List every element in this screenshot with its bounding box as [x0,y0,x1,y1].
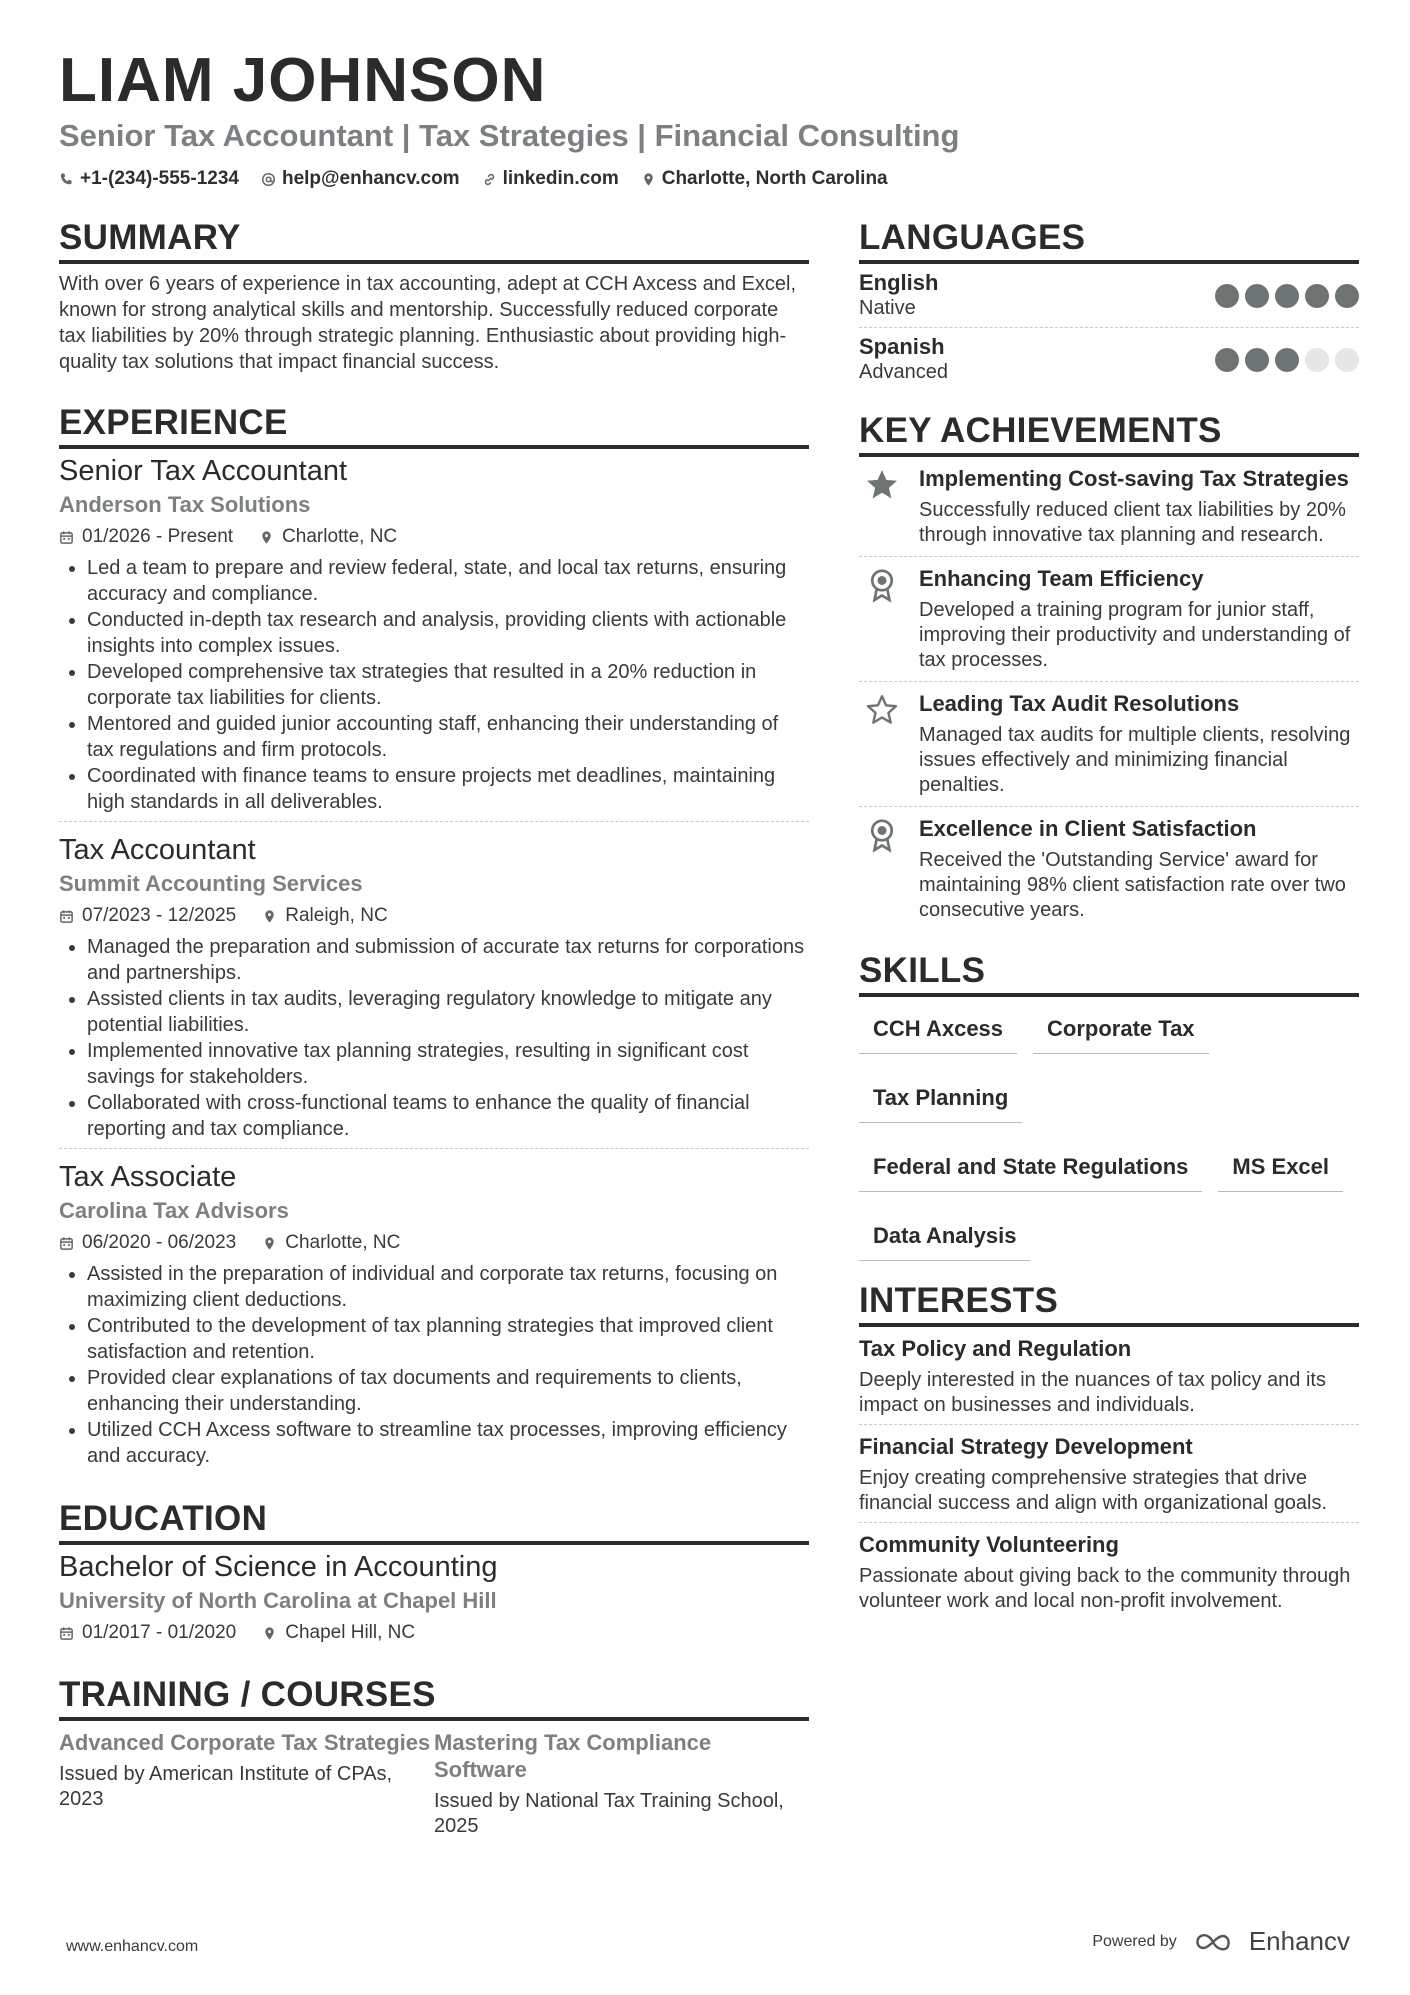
course-title: Mastering Tax Compliance Software [434,1730,712,1782]
skill-tag: Federal and State Regulations [859,1147,1202,1192]
enhancv-logo-icon [1193,1930,1239,1954]
achievement-item [859,457,1359,556]
job-meta [59,1231,809,1255]
rating-dot-filled [1245,284,1269,308]
training-heading: TRAINING / COURSES [59,1675,809,1721]
job-location: Charlotte, NC [285,1232,401,1253]
language-level: Native [859,297,916,319]
location-pin-icon [262,1236,277,1251]
contact-email-text: help@enhancv.com [281,168,460,189]
course-title: Advanced Corporate Tax Strategies [59,1730,431,1755]
calendar-icon [59,530,74,545]
job-meta [59,525,809,549]
interest-title: Tax Policy and Regulation [859,1336,1132,1361]
language-rating [1215,348,1359,372]
skills-section [859,951,1359,1261]
star-filled-icon [864,467,900,503]
language-item [859,264,1359,327]
summary-heading: SUMMARY [59,218,809,264]
skill-tag: Tax Planning [859,1078,1022,1123]
job-bullet: • Implemented innovative tax planning strategies, resulting in significant cost savings for stakeholders. [87,1038,809,1090]
education-meta [59,1621,809,1645]
candidate-headline: Senior Tax Accountant | Tax Strategies | Financial Consulting [59,118,960,153]
rating-dot-filled [1215,284,1239,308]
contact-linkedin-text: linkedin.com [502,168,619,189]
language-name: Spanish [859,334,945,359]
achievement-item [859,806,1359,931]
job-location: Raleigh, NC [285,905,388,926]
rating-dot-filled [1215,348,1239,372]
job-bullet: • Mentored and guided junior accounting staff, enhancing their understanding of tax regulations and firm protocols. [87,711,809,763]
achievement-desc: Developed a training program for junior staff, improving their productivity and understanding of tax processes. [919,599,1351,671]
languages-section [859,218,1359,391]
achievement-title: Excellence in Client Satisfaction [919,816,1257,841]
rating-dot-empty [1305,348,1329,372]
job-bullet: • Managed the preparation and submission of accurate tax returns for corporations and partnerships. [87,934,809,986]
achievement-title: Enhancing Team Efficiency [919,566,1204,591]
achievement-desc: Managed tax audits for multiple clients, resolving issues effectively and minimizing financial penalties. [919,724,1351,796]
training-section [59,1675,809,1839]
course-desc: Issued by American Institute of CPAs, 2023 [59,1763,393,1810]
education-heading: EDUCATION [59,1499,809,1545]
skill-tag: Data Analysis [859,1216,1030,1261]
left-column [59,218,809,1839]
calendar-icon [59,1626,74,1641]
interest-item [859,1327,1359,1424]
education-location: Chapel Hill, NC [285,1622,416,1643]
job-bullet: • Led a team to prepare and review federal, state, and local tax returns, ensuring accuracy and compliance. [87,555,809,607]
rating-dot-filled [1275,348,1299,372]
job-company: Summit Accounting Services [59,871,363,896]
job-location: Charlotte, NC [282,526,398,547]
interests-heading: INTERESTS [859,1281,1359,1327]
job-bullet: • Utilized CCH Axcess software to streamline tax processes, improving efficiency and accuracy. [87,1417,809,1469]
skill-tag: MS Excel [1218,1147,1343,1192]
interest-title: Financial Strategy Development [859,1434,1193,1459]
job-bullet: • Conducted in-depth tax research and analysis, providing clients with actionable insights into complex issues. [87,607,809,659]
job-title: Senior Tax Accountant [59,455,348,487]
achievement-title: Leading Tax Audit Resolutions [919,691,1240,716]
contact-bar [59,168,888,190]
link-icon [482,172,497,187]
achievement-title: Implementing Cost-saving Tax Strategies [919,466,1349,491]
star-outline-icon [864,692,900,728]
location-pin-icon [262,909,277,924]
language-level: Advanced [859,361,948,383]
contact-phone-text: +1-(234)-555-1234 [80,168,239,189]
summary-section [59,218,809,375]
job-bullets [59,555,809,815]
achievement-item [859,556,1359,681]
powered-by-label: Powered by [1092,1932,1177,1950]
interest-desc: Passionate about giving back to the community through volunteer work and local non-profit involvement. [859,1565,1351,1612]
right-column [859,218,1359,1620]
languages-heading: LANGUAGES [859,218,1359,264]
interests-section [859,1281,1359,1620]
job-bullets [59,934,809,1142]
rating-dot-filled [1275,284,1299,308]
achievement-item [859,681,1359,806]
job-bullets [59,1261,809,1469]
interest-desc: Deeply interested in the nuances of tax policy and its impact on businesses and individuals. [859,1369,1326,1416]
calendar-icon [59,1236,74,1251]
job-bullet: • Contributed to the development of tax planning strategies that improved client satisfaction and retention. [87,1313,809,1365]
job-bullet: • Developed comprehensive tax strategies that resulted in a 20% reduction in corporate tax liabilities for clients. [87,659,809,711]
job-bullet: • Coordinated with finance teams to ensure projects met deadlines, maintaining high standards in all deliverables. [87,763,809,815]
experience-section [59,403,809,1475]
language-name: English [859,270,939,295]
brand-logo[interactable] [1193,1926,1350,1957]
course-desc: Issued by National Tax Training School, 2025 [434,1790,784,1837]
education-section [59,1499,809,1645]
contact-location [641,168,888,190]
experience-entry [59,1148,809,1475]
achievement-desc: Received the 'Outstanding Service' award for maintaining 98% client satisfaction rate over two consecutive years. [919,849,1346,921]
interest-item [859,1424,1359,1522]
skill-list [859,1009,1359,1261]
rating-dot-filled [1305,284,1329,308]
achievements-heading: KEY ACHIEVEMENTS [859,411,1359,457]
education-school: University of North Carolina at Chapel Hill [59,1588,497,1613]
job-bullet: • Collaborated with cross-functional teams to enhance the quality of financial reporting and tax compliance. [87,1090,809,1142]
footer-website[interactable]: www.enhancv.com [66,1938,199,1955]
footer-branding [1092,1926,1350,1957]
award-icon [864,817,900,853]
education-dates: 01/2017 - 01/2020 [82,1622,237,1643]
job-meta [59,904,809,928]
education-degree: Bachelor of Science in Accounting [59,1551,498,1583]
candidate-name: LIAM JOHNSON [59,46,547,115]
skill-tag: CCH Axcess [859,1009,1017,1054]
experience-entry [59,453,809,821]
experience-heading: EXPERIENCE [59,403,809,449]
skill-tag: Corporate Tax [1033,1009,1209,1054]
course-item [434,1729,809,1839]
experience-entry [59,821,809,1148]
achievement-desc: Successfully reduced client tax liabilities by 20% through innovative tax planning and research. [919,499,1346,546]
calendar-icon [59,909,74,924]
language-item [859,327,1359,391]
job-dates: 07/2023 - 12/2025 [82,905,237,926]
award-icon [864,567,900,603]
contact-email[interactable] [261,168,460,190]
location-pin-icon [641,172,656,187]
job-title: Tax Accountant [59,834,256,866]
interest-title: Community Volunteering [859,1532,1119,1557]
location-pin-icon [259,530,274,545]
contact-phone[interactable] [59,168,239,190]
at-icon [261,172,276,187]
interest-item [859,1522,1359,1620]
job-bullet: • Provided clear explanations of tax documents and requirements to clients, enhancing their understanding. [87,1365,809,1417]
course-list [59,1729,809,1839]
job-dates: 06/2020 - 06/2023 [82,1232,237,1253]
job-company: Anderson Tax Solutions [59,492,311,517]
contact-location-text: Charlotte, North Carolina [661,168,888,189]
job-bullet: • Assisted clients in tax audits, leveraging regulatory knowledge to mitigate any potential liabilities. [87,986,809,1038]
brand-name: Enhancv [1248,1926,1350,1956]
phone-icon [59,172,74,187]
job-title: Tax Associate [59,1161,237,1193]
skills-heading: SKILLS [859,951,1359,997]
summary-text: With over 6 years of experience in tax accounting, adept at CCH Axcess and Excel, known for strong analytical skills and mentorship. Successfully reduced corporate tax liabilities by 20% through strategic planning. Enthusiastic about providing high-quality tax solutions that impact financial success. [59,273,797,373]
language-rating [1215,284,1359,308]
job-company: Carolina Tax Advisors [59,1198,289,1223]
job-dates: 01/2026 - Present [82,526,234,547]
location-pin-icon [262,1626,277,1641]
job-bullet: • Assisted in the preparation of individual and corporate tax returns, focusing on maximizing client deductions. [87,1261,809,1313]
rating-dot-empty [1335,348,1359,372]
course-item [59,1729,434,1839]
interest-desc: Enjoy creating comprehensive strategies that drive financial success and align with organizational goals. [859,1467,1328,1514]
contact-linkedin[interactable] [482,168,619,190]
rating-dot-filled [1245,348,1269,372]
rating-dot-filled [1335,284,1359,308]
achievements-section [859,411,1359,931]
